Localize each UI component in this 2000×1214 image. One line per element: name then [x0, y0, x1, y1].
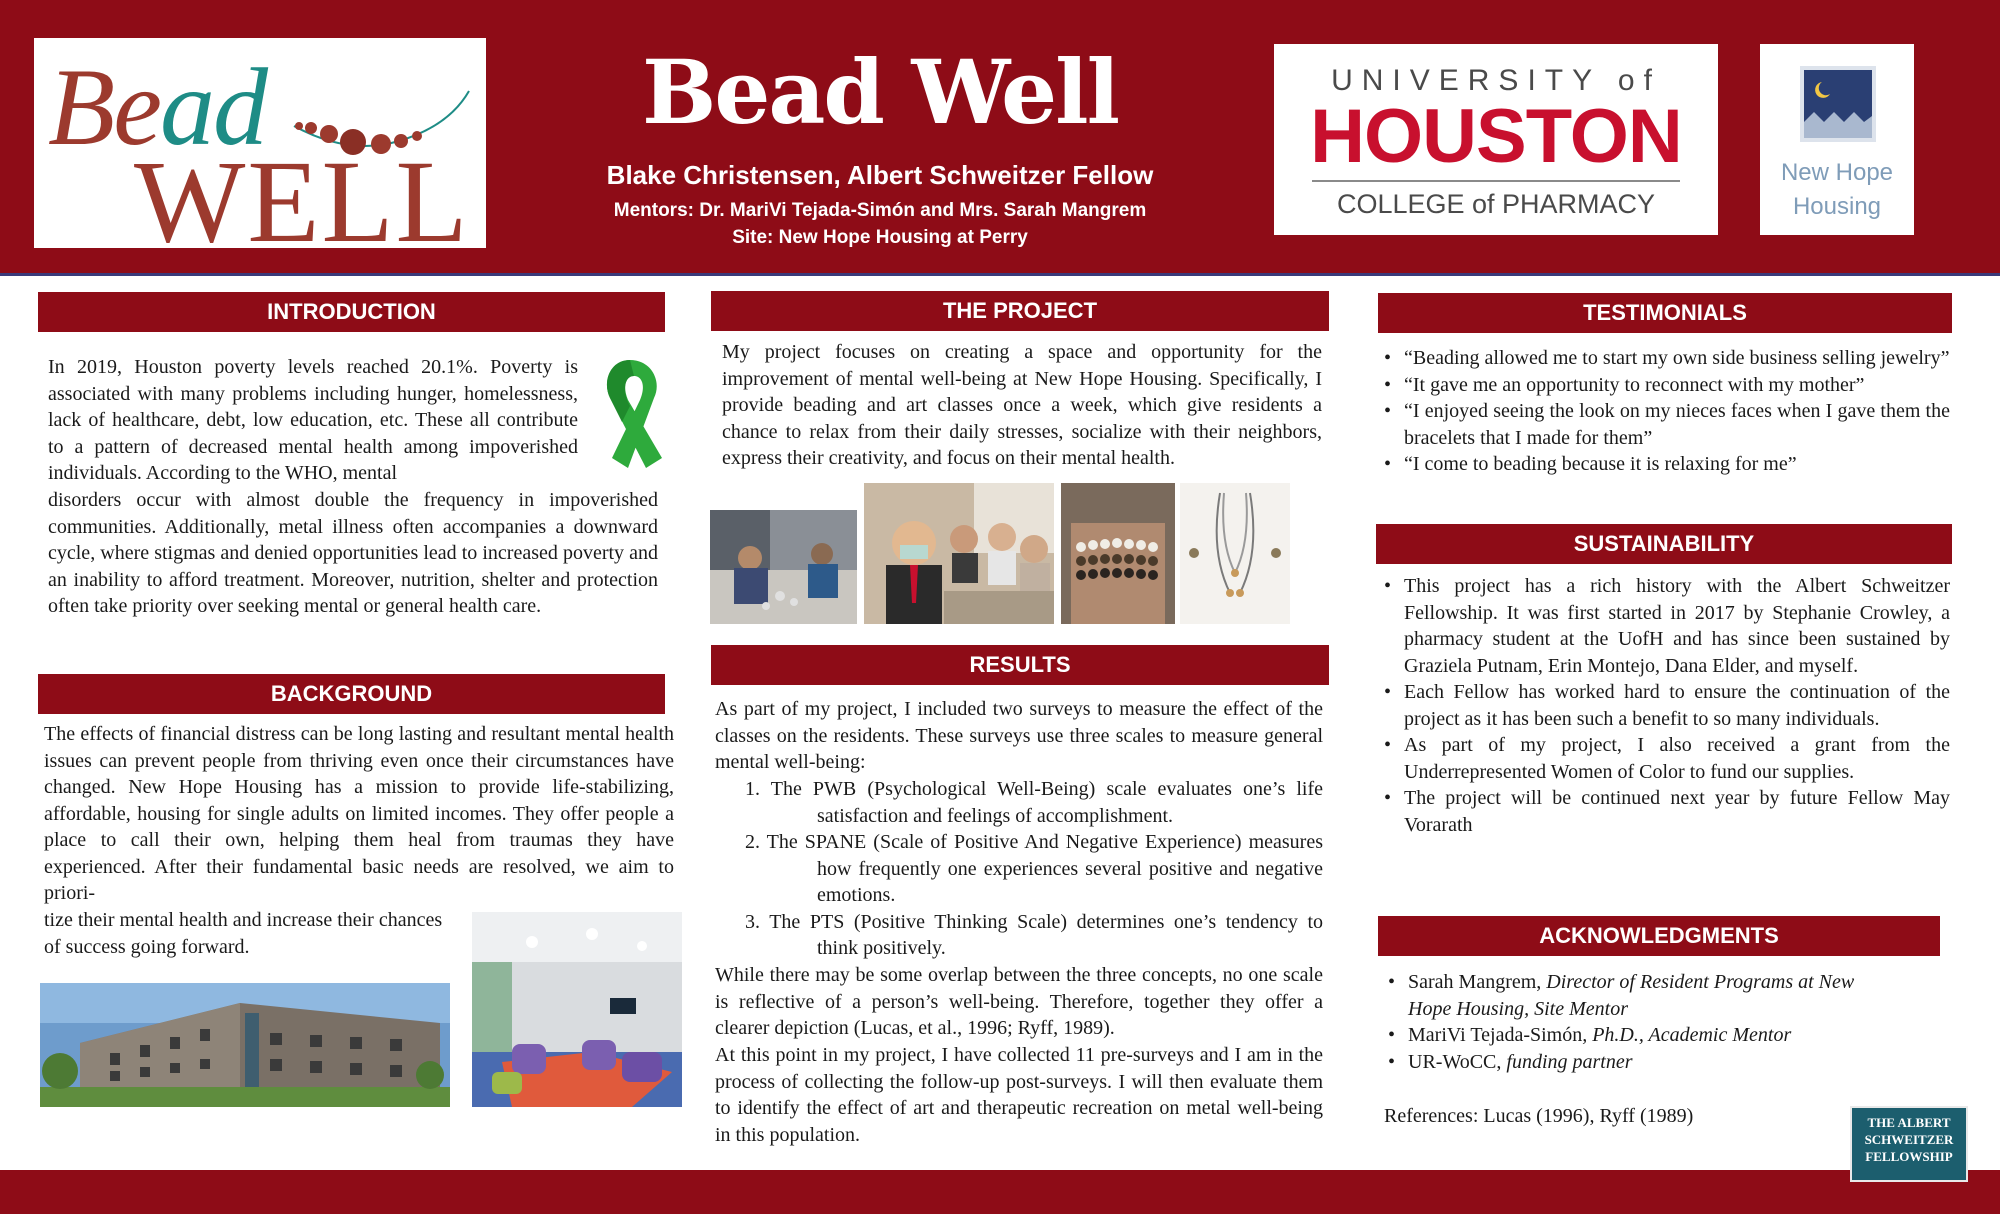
introduction-text: disorders occur with almost double the frequency in impoverished communities. Additionally, metal illness often accompanies a downward cycle, where stigmas and denied opportunities lead to increased poverty and an inability to afford treatment. Moreover, nutrition, shelter and protection often take priority over seeking mental or general health care. [48, 489, 658, 617]
background-text-wrapped: tize their mental health and increase their chances of success going forward. [44, 909, 443, 958]
testimonials-heading: TESTIMONIALS [1378, 293, 1952, 333]
poster-author: Blake Christensen, Albert Schweitzer Fellow [606, 160, 1154, 190]
project-text: My project focuses on creating a space and opportunity for the improvement of mental well-being at New Hope Housing. Specifically, I provide beading and art classes once a week, which give residents a chance to relax from their daily stresses, socialize with their neighbors, express their creativity, and focus on their mental health. [722, 341, 1322, 469]
results-para3: At this point in my project, I have collected 11 pre-surveys and I am in the process of collecting the follow-up post-surveys. I will then evaluate them to identify the effect of art and therapeutic recreation on metal well-being in this population. [715, 1044, 1323, 1146]
ack-role: funding partner [1501, 1050, 1633, 1073]
logo-word-well: WELL [134, 136, 470, 248]
results-heading: RESULTS [711, 645, 1329, 685]
bead-well-logo [34, 38, 486, 248]
ack-role: , Ph.D., Academic Mentor [1582, 1024, 1792, 1046]
logo-word-bead: Bead [48, 46, 267, 168]
acknowledgment-item [1384, 1049, 1884, 1076]
nh-logo-text [1760, 156, 1914, 224]
sustainability-item: • Each Fellow has worked hard to ensure the continuation of the project as it has been such a benefit to so many individuals. [1380, 679, 1950, 732]
asf-logo-line1: THE ALBERT [1867, 1115, 1951, 1130]
uh-logo-line1: UNIVERSITY of [1331, 64, 1661, 97]
footer-bar [0, 1170, 2000, 1214]
background-heading: BACKGROUND [38, 674, 665, 714]
ack-role: Director of Resident Programs at New Hope Housing, Site Mentor [1408, 971, 1855, 1020]
results-para2: While there may be some overlap between the three concepts, no one scale is reflective of a person’s well-being. Therefore, together they offer a clearer depiction (Lucas, et al., 1996; Ryff, 1989). [715, 964, 1323, 1039]
asf-logo-line2: SCHWEITZER [1864, 1132, 1954, 1147]
nh-logo-line1: New Hope [1780, 159, 1894, 186]
poster-mentors: Mentors: Dr. MariVi Tejada-Simón and Mrs. Sarah Mangrem [613, 200, 1147, 221]
scale-item-spane: 2. The SPANE (Scale of Positive And Negative Experience) measures how frequently one experiences several positive and negative emotions. [745, 831, 1323, 906]
ack-name: Sarah Mangrem, [1408, 971, 1542, 993]
beading-class-photo-1 [710, 510, 857, 624]
nh-logo-line2: Housing [1792, 193, 1882, 220]
sustainability-heading: SUSTAINABILITY [1376, 524, 1952, 564]
header-banner [0, 0, 2000, 276]
results-intro: As part of my project, I included two surveys to measure the effect of the classes on the residents. These surveys use three scales to measure general mental well-being: [715, 698, 1323, 773]
necklace-photo [1180, 483, 1290, 624]
testimonial-item: • “I enjoyed seeing the look on my nieces faces when I gave them the bracelets that I made for them” [1380, 398, 1950, 451]
introduction-text-wrapped: In 2019, Houston poverty levels reached 20.1%. Poverty is associated with many problems including hunger, homelessness, lack of healthcare, debt, low education, etc. These all contribute to a pattern of decreased mental health among impoverished individuals. According to the WHO, mental [48, 356, 578, 484]
acknowledgment-item [1384, 969, 1884, 1022]
uh-logo-line2: HOUSTON [1310, 94, 1682, 179]
new-hope-housing-logo [1760, 44, 1914, 235]
sustainability-item: • As part of my project, I also received a grant from the Underrepresented Women of Color to fund our supplies. [1380, 732, 1950, 785]
background-text: The effects of financial distress can be long lasting and resultant mental health issues can prevent people from thriving even once their circumstances have changed. New Hope Housing has a mission to provide life-stabilizing, affordable, housing for single adults on limited incomes. They offer people a place to call their own, helping them heal from traumas they have experienced. After their fundamental basic needs are resolved, we aim to priori- [44, 723, 674, 904]
acknowledgments-list [1384, 969, 1884, 1075]
ack-name: UR-WoCC, [1408, 1050, 1502, 1073]
testimonial-item: • “It gave me an opportunity to reconnect with my mother” [1380, 372, 1950, 399]
results-scales-list [715, 776, 1323, 962]
ack-name: MariVi Tejada-Simón [1408, 1024, 1583, 1046]
introduction-heading: INTRODUCTION [38, 292, 665, 332]
bracelets-photo [1061, 483, 1175, 624]
sustainability-list [1380, 573, 1950, 838]
sustainability-item: • This project has a rich history with the Albert Schweitzer Fellowship. It was first started in 2017 by Stephanie Crowley, a pharmacy student at the UofH and has since been sustained by Graziela Putnam, Erin Montejo, Dana Elder, and myself. [1380, 573, 1950, 679]
scale-item-pts: 3. The PTS (Positive Thinking Scale) determines one’s tendency to think positively. [745, 910, 1323, 959]
project-heading: THE PROJECT [711, 291, 1329, 331]
university-of-houston-logo [1274, 44, 1718, 235]
testimonial-item: • “I come to beading because it is relaxing for me” [1380, 451, 1950, 478]
awareness-ribbon-icon [592, 356, 682, 472]
uh-logo-divider [1312, 180, 1680, 182]
acknowledgment-item [1384, 1022, 1884, 1049]
building-exterior-photo [40, 983, 450, 1107]
asf-logo-line3: FELLOWSHIP [1865, 1149, 1953, 1164]
testimonial-item: • “Beading allowed me to start my own side business selling jewelry” [1380, 345, 1950, 372]
uh-logo-line3: COLLEGE of PHARMACY [1336, 189, 1656, 219]
community-room-photo [472, 912, 682, 1107]
house-moon-icon [1800, 66, 1876, 142]
poster-site: Site: New Hope Housing at Perry [732, 227, 1028, 248]
albert-schweitzer-fellowship-logo [1850, 1106, 1968, 1182]
scale-item-pwb: 1. The PWB (Psychological Well-Being) scale evaluates one’s life satisfaction and feelings of accomplishment. [745, 778, 1323, 827]
sustainability-item: • The project will be continued next year by future Fellow May Vorarath [1380, 785, 1950, 838]
references-text: References: Lucas (1996), Ryff (1989) [1384, 1105, 1694, 1127]
poster-title: Bead Well [641, 40, 1119, 144]
testimonials-list [1380, 345, 1950, 478]
acknowledgments-heading: ACKNOWLEDGMENTS [1378, 916, 1940, 956]
beading-class-photo-2 [864, 483, 1054, 624]
